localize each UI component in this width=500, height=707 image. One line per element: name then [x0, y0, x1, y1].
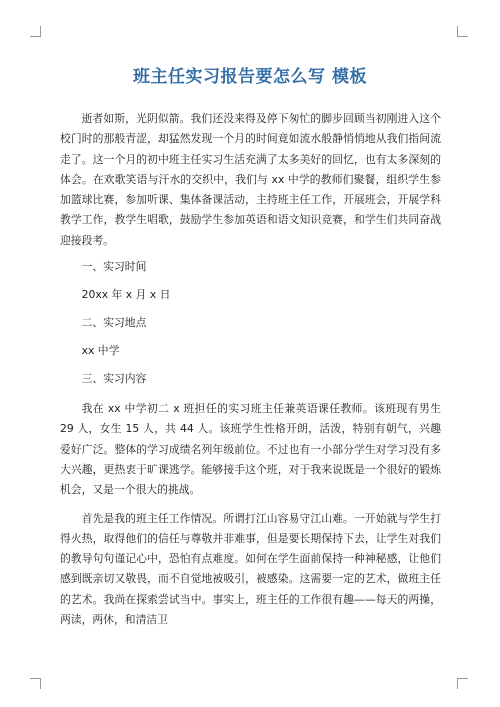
content-paragraph-class: 我在 xx 中学初二 x 班担任的实习班主任兼英语课任教师。该班现有男生 29 人，女生 15 人，共 44 人。该班学生性格开朗，活泼，特别有朝气，兴趣爱好广泛。整体的学习成绩名列年级前位。不过也有一小部分学生对学习没有多大兴趣，更热衷于旷课逃学。能够接手这个班，对于我来说既是一个很好的锻炼机会，又是一个很大的挑战。: [60, 402, 441, 497]
section-heading-content: 三、实习内容: [81, 372, 147, 386]
document-body: [60, 109, 441, 638]
document-title: 班主任实习报告要怎么写 模板: [133, 67, 367, 87]
section-heading-time: 一、实习时间: [81, 260, 147, 274]
intro-paragraph: 逝者如斯，光阴似箭。我们还没来得及停下匆忙的脚步回顾当初刚进入这个校门时的那般青涩，却猛然发现一个月的时间竟如流水般静悄悄地从我们指间流走了。这一个月的初中班主任实习生活充满了太多美好的回忆，也有太多深刻的体会。在欢歌笑语与汗水的交织中，我们与 xx 中学的教师们聚餐，组织学生参加篮球比赛，参加听课、集体备课活动，主持班主任工作，开展班会，开展学科教学工作，教学生唱歌，鼓励学生参加英语和语文知识竞赛，和学生们共同奋战迎接段考。: [60, 112, 441, 247]
crop-mark-bottom-right: [457, 678, 468, 689]
internship-date: 20xx 年 x 月 x 日: [81, 288, 171, 302]
crop-mark-bottom-left: [30, 678, 41, 689]
crop-mark-top-left: [30, 26, 41, 37]
crop-mark-top-right: [457, 26, 468, 37]
content-paragraph-work: 首先是我的班主任工作情况。所谓打江山容易守江山难。一开始就与学生打得火热，取得他们的信任与尊敬并非难事，但是要长期保持下去，让学生对我们的教导句句谨记心中，恐怕有点难度。如何在学生面前保持一种神秘感，让他们感到既亲切又敬畏，而不自觉地被吸引，被感染。这需要一定的艺术，做班主任的艺术。我尚在探索尝试当中。事实上，班主任的工作很有趣——每天的两操，两读，两休，和清洁卫: [60, 511, 441, 627]
section-heading-location: 二、实习地点: [81, 316, 147, 330]
internship-location: xx 中学: [81, 344, 120, 358]
